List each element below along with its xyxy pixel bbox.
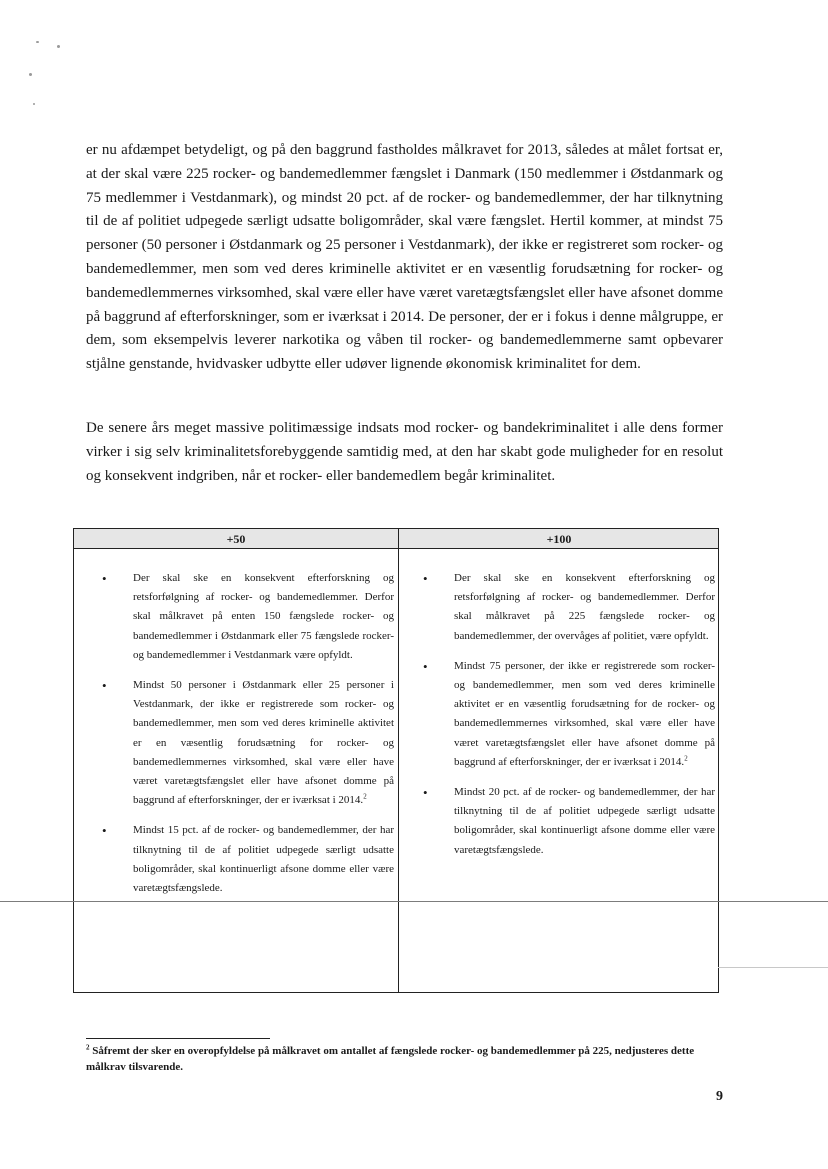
footnote-reference: 2 [363,792,367,801]
page-number: 9 [716,1089,723,1104]
column-divider [398,529,399,992]
scan-artifact-line [0,901,828,902]
footnote-rule [86,1038,270,1039]
list-item [423,657,715,772]
footnote-marker: 2 [86,1043,90,1052]
scan-speck [33,103,35,105]
table-header-left: +50 [226,532,246,546]
list-item-text: Mindst 75 personer, der ikke er registrerede som rocker- og bandemedlemmer, men som ved deres kriminelle aktivitet er en væsentlig forudsætning for de rocker- og bandemedlemmernes virksomhed, skal være eller have været varetægtsfængslet eller have afsonet domme på baggrund af efterforskninger, der er iværksat i 2014. [454,659,715,768]
list-item [102,676,394,810]
right-column-list [423,569,715,871]
list-item [423,783,715,860]
list-item-text: Der skal ske en konsekvent efterforskning og retsforfølgning af rocker- og bandemedlemmer. Derfor skal målkravet på enten 150 fængslede rocker- og bandemedlemmer i Østdanmark eller 75 fængslede rocker- og bandemedlemmer i Vestdanmark være opfyldt. [133,572,394,661]
list-item-text: Mindst 15 pct. af de rocker- og bandemedlemmer, der har tilknytning til de af politiet udpegede særligt udsatte boligområder, skal kontinuerligt afsone domme eller være varetægtsfængslede. [133,824,394,895]
footnote [86,1043,723,1075]
comparison-table [73,528,719,993]
footnote-reference: 2 [684,754,688,763]
list-item-text: Mindst 50 personer i Østdanmark eller 25 personer i Vestdanmark, der ikke er registrerede som rocker- og bandemedlemmer, men som ved deres kriminelle aktivitet er en væsentlig forudsætning for rocker- og bandemedlemmernes virksomhed, skal være eller have været varetægtsfængslet eller have afsonet domme på baggrund af efterforskninger, der er iværksat i 2014. [133,679,394,807]
list-item [102,821,394,898]
scan-speck [57,45,60,48]
body-paragraph: De senere års meget massive politimæssige indsats mod rocker- og bandekriminalitet i alle dens former virker i sig selv kriminalitetsforebyggende samtidig med, at den har skabt gode muligheder for en resolut og konsekvent indgriben, når et rocker- eller bandemedlem begår kriminalitet. [86,420,723,484]
scan-artifact-line [718,967,828,968]
footnote-text: Såfremt der sker en overopfyldelse på målkravet om antallet af fængslede rocker- og bandemedlemmer på 225, nedjusteres dette målkrav tilsvarende. [86,1045,695,1073]
body-paragraph: er nu afdæmpet betydeligt, og på den baggrund fastholdes målkravet for 2013, således at målet fortsat er, at der skal være 225 rocker- og bandemedlemmer fængslet i Danmark (150 medlemmer i Østdanmark og 75 medlemmer i Vestdanmark), og mindst 20 pct. af de rocker- og bandemedlemmer, der har tilknytning til de af politiet udpegede særligt udsatte boligområder, skal være fængslet. Hertil kommer, at mindst 75 personer (50 personer i Østdanmark og 25 personer i Vestdanmark), der ikke er registreret som rocker- og bandemedlemmer, men som ved deres kriminelle aktivitet er en væsentlig forudsætning for rocker- og bandemedlemmernes virksomhed, skal være eller have været varetægtsfængslet eller have afsonet domme på baggrund af efterforskninger, som er iværksat i 2014. De personer, der er i fokus i denne målgruppe, er dem, som eksempelvis leverer narkotika og våben til rocker- og bandemedlemmerne samt opbevarer stjålne genstande, hvidvasker udbytte eller udøver lignende økonomisk kriminalitet for dem. [86,142,723,373]
list-item-text: Mindst 20 pct. af de rocker- og bandemedlemmer, der har tilknytning til de af politiet udpegede særligt udsatte boligområder, skal kontinuerligt afsone domme eller være varetægtsfængslede. [454,786,715,856]
left-column-list [102,569,394,909]
scan-speck [29,73,32,76]
list-item-text: Der skal ske en konsekvent efterforskning og retsforfølgning af rocker- og bandemedlemmer. Derfor skal målkravet på 225 fængslede rocker- og bandemedlemmer, der overvåges af politiet, være opfyldt. [454,572,715,642]
table-header-right: +100 [546,532,572,546]
scan-speck [36,41,39,43]
list-item [102,569,394,665]
list-item [423,569,715,646]
